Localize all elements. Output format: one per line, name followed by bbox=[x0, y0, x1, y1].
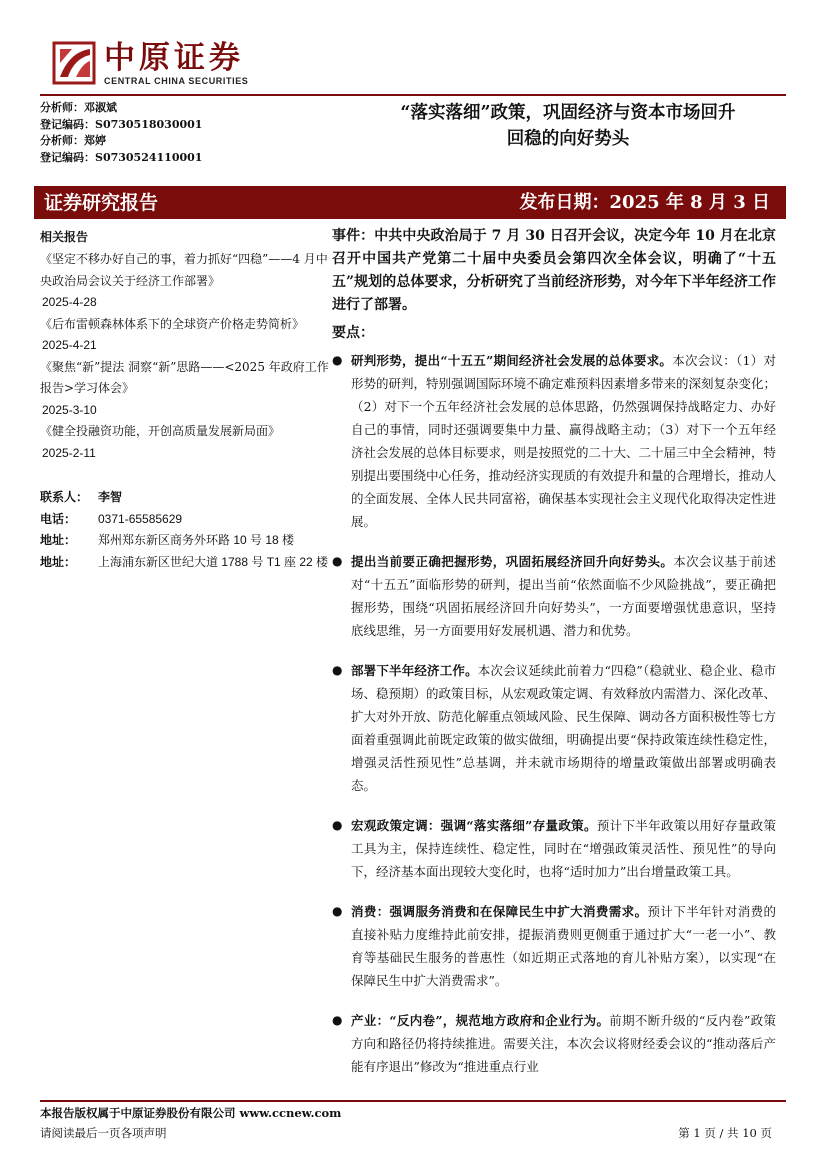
contact-label: 地址： bbox=[40, 533, 77, 547]
bullet-icon: ● bbox=[332, 818, 343, 832]
key-point bbox=[332, 659, 776, 797]
related-report-item[interactable] bbox=[40, 249, 330, 314]
contact-row bbox=[40, 487, 330, 509]
footer-disclaimer-note: 请阅读最后一页各项声明 bbox=[40, 1126, 167, 1140]
key-point-text: 本次会议延续此前着力“四稳”（稳就业、稳企业、稳市场、稳预期）的政策目标，从宏观政策定调、有效释放内需潜力、深化改革、扩大对外开放、防范化解重点领域风险、民生保障、调动各方面积极性等七方面着重强调此前既定政策的做实做细，明确提出要“保持政策连续性稳定性，增强灵活性预见性”总基调，并未就市场期待的增量政策做出部署或明确表态。 bbox=[351, 663, 777, 793]
analyst-registration: 登记编码：S0730524110001 bbox=[40, 150, 203, 164]
contact-label: 联系人： bbox=[40, 490, 89, 504]
contact-label: 电话： bbox=[40, 511, 77, 526]
related-report-date: 2025-4-21 bbox=[42, 338, 97, 352]
contact-row bbox=[40, 509, 330, 531]
related-report-title[interactable]: 《坚定不移办好自己的事，着力抓好“四稳”——4 月中央政治局会议关于经济工作部署》 bbox=[40, 252, 328, 288]
related-reports-heading: 相关报告 bbox=[40, 230, 89, 244]
analyst-name: 分析师：郑婷 bbox=[40, 134, 106, 147]
report-title bbox=[350, 100, 786, 152]
key-point-heading: 产业：“反内卷”，规范地方政府和企业行为。 bbox=[351, 1013, 610, 1028]
key-points-heading: 要点： bbox=[332, 325, 374, 341]
bullet-icon: ● bbox=[332, 663, 343, 677]
page-number: 第 1 页 / 共 10 页 bbox=[678, 1126, 772, 1140]
key-point bbox=[332, 1009, 776, 1078]
related-report-date: 2025-2-11 bbox=[42, 445, 96, 460]
report-title-line: “落实落细”政策，巩固经济与资本市场回升 bbox=[400, 103, 736, 123]
bullet-icon: ● bbox=[332, 904, 343, 918]
bullet-icon: ● bbox=[332, 353, 343, 367]
contact-phone: 0371-65585629 bbox=[98, 511, 183, 526]
key-point bbox=[332, 900, 776, 992]
contact-person: 李智 bbox=[98, 490, 123, 504]
key-point bbox=[332, 349, 776, 533]
bullet-icon: ● bbox=[332, 554, 343, 568]
key-point-text: 前期不断升级的“反内卷”政策方向和路径仍将持续推进。需要关注，本次会议将财经委会议的“推动落后产能有序退出”修改为“推进重点行业 bbox=[351, 1013, 776, 1074]
key-point-heading: 宏观政策定调：强调“落实落细”存量政策。 bbox=[351, 818, 597, 833]
contact-row bbox=[40, 530, 330, 552]
related-report-item[interactable] bbox=[40, 314, 330, 357]
key-points-list bbox=[332, 349, 776, 1095]
contact-row bbox=[40, 552, 330, 574]
key-point-text: 本次会议：（1）对形势的研判，特别强调国际环境不确定难预料因素增多带来的深刻复杂变化；（2）对下一个五年经济社会发展的总体思路，仍然强调保持战略定力、办好自己的事情，同时还强调要集中力量、赢得战略主动；（3）对下一个五年经济社会发展的总体目标要求，则是按照党的二十大、二十届三中全会精神，特别提出要围绕中心任务，推动经济实现质的有效提升和量的合理增长，推动人的全面发展、全体人民共同富裕，确保基本实现社会主义现代化取得决定性进展。 bbox=[351, 353, 777, 529]
related-reports-list bbox=[40, 249, 330, 464]
analyst-info bbox=[40, 100, 202, 166]
contact-address: 上海浦东新区世纪大道 1788 号 T1 座 22 楼 bbox=[98, 554, 329, 569]
contact-info bbox=[40, 487, 330, 573]
contact-address: 郑州郑东新区商务外环路 10 号 18 楼 bbox=[98, 533, 295, 547]
related-report-item[interactable] bbox=[40, 357, 330, 422]
key-point-text: 预计下半年政策以用好存量政策工具为主，保持连续性、稳定性，同时在“增强政策灵活性、预见性”的导向下，经济基本面出现较大变化时，也将“适时加力”出台增量政策工具。 bbox=[351, 818, 776, 879]
key-point-heading: 研判形势，提出“十五五”期间经济社会发展的总体要求。 bbox=[351, 353, 673, 368]
footer-divider bbox=[40, 1100, 786, 1102]
analyst-name: 分析师：邓淑斌 bbox=[40, 101, 117, 114]
publish-date: 发布日期：2025 年 8 月 3 日 bbox=[519, 192, 770, 213]
logo-english-name: CENTRAL CHINA SECURITIES bbox=[104, 76, 249, 86]
key-point-heading: 提出当前要正确把握形势，巩固拓展经济回升向好势头。 bbox=[351, 554, 674, 569]
related-report-item[interactable] bbox=[40, 421, 330, 464]
bullet-icon: ● bbox=[332, 1013, 343, 1027]
key-point-text: 本次会议基于前述对“十五五”面临形势的研判，提出当前“依然面临不少风险挑战”，要正确把握形势，围绕“巩固拓展经济回升向好势头”，一方面要增强忧患意识，坚持底线思维，另一方面要用好发展机遇、潜力和优势。 bbox=[351, 554, 776, 638]
contact-label: 地址： bbox=[40, 554, 77, 569]
related-report-title[interactable]: 《聚焦“新”提法 洞察“新”思路——<2025 年政府工作报告>学习体会》 bbox=[40, 359, 329, 395]
footer-copyright[interactable]: 本报告版权属于中原证券股份有限公司 www.ccnew.com bbox=[40, 1106, 342, 1120]
key-point bbox=[332, 814, 776, 883]
company-logo-icon bbox=[52, 41, 96, 85]
header-divider bbox=[40, 94, 786, 96]
related-report-title[interactable]: 《健全投融资功能，开创高质量发展新局面》 bbox=[40, 424, 281, 438]
logo-wordmark: 中原证券 bbox=[104, 40, 244, 76]
analyst-registration: 登记编码：S0730518030001 bbox=[40, 117, 203, 131]
related-report-date: 2025-3-10 bbox=[42, 402, 97, 417]
related-report-title[interactable]: 《后布雷顿森林体系下的全球资产价格走势简析》 bbox=[40, 316, 305, 331]
report-title-line: 回稳的向好势头 bbox=[506, 129, 630, 149]
key-point bbox=[332, 550, 776, 642]
key-point-text: 预计下半年针对消费的直接补贴力度维持此前安排，提振消费则更侧重于通过扩大“一老一小”、教育等基础民生服务的普惠性（如近期正式落地的育儿补贴方案），以实现“在保障民生中扩大消费需求”。 bbox=[351, 904, 776, 988]
key-point-heading: 消费：强调服务消费和在保障民生中扩大消费需求。 bbox=[351, 904, 648, 919]
event-summary: 事件：中共中央政治局于 7 月 30 日召开会议，决定今年 10 月在北京召开中国共产党第二十届中央委员会第四次全体会议，明确了“十五五”规划的总体要求，分析研究了当前经济形势，对今年下半年经济工作进行了部署。 bbox=[332, 228, 776, 313]
key-point-heading: 部署下半年经济工作。 bbox=[351, 663, 478, 678]
report-type-label: 证券研究报告 bbox=[44, 192, 159, 214]
related-report-date: 2025-4-28 bbox=[42, 295, 97, 309]
